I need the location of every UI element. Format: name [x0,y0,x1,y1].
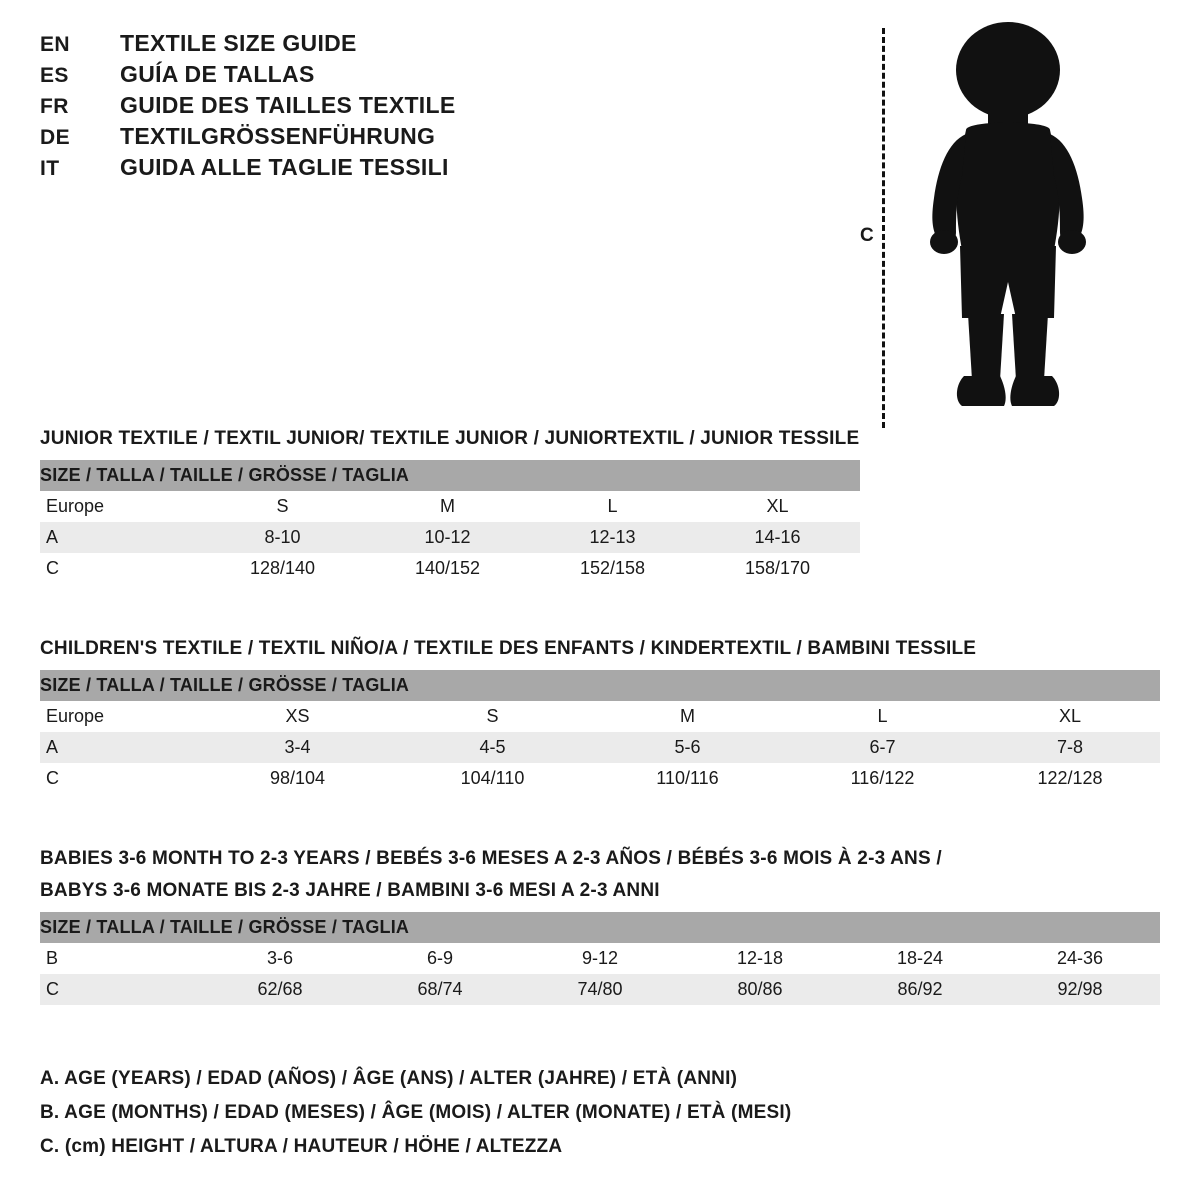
cell: M [365,491,530,522]
cell: M [590,701,785,732]
legend-line-a: A. AGE (YEARS) / EDAD (AÑOS) / ÂGE (ANS) / ALTER (JAHRE) / ETÀ (ANNI) [40,1068,738,1089]
row-label: Europe [40,701,200,732]
table-band-label: SIZE / TALLA / TAILLE / GRÖSSE / TAGLIA [40,912,1160,943]
table-band-row [40,460,860,491]
section-title-line2: BABYS 3-6 MONATE BIS 2-3 JAHRE / BAMBINI 3-6 MESI A 2-3 ANNI [40,880,660,901]
cell: 80/86 [680,974,840,1005]
table-row [40,522,860,553]
cell: 6-7 [785,732,980,763]
language-code: FR [40,95,69,118]
child-silhouette-icon [908,18,1108,428]
section-title: BABIES 3-6 MONTH TO 2-3 YEARS / BEBÉS 3-6 MESES A 2-3 AÑOS / BÉBÉS 3-6 MOIS À 2-3 ANS / [40,848,942,869]
cell: 62/68 [200,974,360,1005]
language-code: EN [40,33,70,56]
row-label: C [40,974,200,1005]
cell: 24-36 [1000,943,1160,974]
cell: S [395,701,590,732]
language-row [40,92,560,119]
cell: 12-13 [530,522,695,553]
height-dashed-line [882,28,885,428]
table-row [40,763,1160,794]
section-babies [40,848,1160,1005]
cell: 158/170 [695,553,860,584]
legend-line-b: B. AGE (MONTHS) / EDAD (MESES) / ÂGE (MOIS) / ALTER (MONATE) / ETÀ (MESI) [40,1102,792,1123]
table-row [40,553,860,584]
babies-size-table [40,912,1160,1005]
language-code: DE [40,126,70,149]
cell: 3-6 [200,943,360,974]
cell: 6-9 [360,943,520,974]
cell: 18-24 [840,943,1000,974]
cell: 128/140 [200,553,365,584]
language-title: GUIDE DES TAILLES TEXTILE [120,92,456,118]
cell: XL [980,701,1160,732]
row-label: C [40,553,200,584]
legend-block [40,1068,1160,1170]
cell: L [530,491,695,522]
cell: 4-5 [395,732,590,763]
row-label: A [40,732,200,763]
cell: 122/128 [980,763,1160,794]
section-title: CHILDREN'S TEXTILE / TEXTIL NIÑO/A / TEXTILE DES ENFANTS / KINDERTEXTIL / BAMBINI TESSILE [40,638,977,659]
cell: 9-12 [520,943,680,974]
cell: 116/122 [785,763,980,794]
height-measure-label: C [860,225,874,246]
language-row [40,30,560,57]
children-size-table [40,670,1160,794]
cell: 92/98 [1000,974,1160,1005]
section-junior [40,428,1160,584]
cell: 110/116 [590,763,785,794]
cell: 10-12 [365,522,530,553]
cell: S [200,491,365,522]
row-label: A [40,522,200,553]
cell: 14-16 [695,522,860,553]
row-label: C [40,763,200,794]
cell: 152/158 [530,553,695,584]
table-row [40,974,1160,1005]
table-band-row [40,670,1160,701]
cell: 12-18 [680,943,840,974]
table-row [40,732,1160,763]
section-title: JUNIOR TEXTILE / TEXTIL JUNIOR/ TEXTILE JUNIOR / JUNIORTEXTIL / JUNIOR TESSILE [40,428,860,449]
language-row [40,154,560,181]
language-row [40,61,560,88]
section-children [40,638,1160,794]
language-code: IT [40,157,60,180]
cell: 8-10 [200,522,365,553]
table-band-row [40,912,1160,943]
junior-size-table [40,460,860,584]
cell: 98/104 [200,763,395,794]
cell: 104/110 [395,763,590,794]
language-title: TEXTILGRÖSSENFÜHRUNG [120,123,436,149]
language-title: GUIDA ALLE TAGLIE TESSILI [120,154,449,180]
row-label: Europe [40,491,200,522]
table-row [40,943,1160,974]
height-figure [860,10,1160,430]
cell: 3-4 [200,732,395,763]
cell: 7-8 [980,732,1160,763]
row-label: B [40,943,200,974]
cell: XL [695,491,860,522]
language-title: TEXTILE SIZE GUIDE [120,30,357,56]
legend-line-c: C. (cm) HEIGHT / ALTURA / HAUTEUR / HÖHE / ALTEZZA [40,1136,563,1157]
cell: L [785,701,980,732]
language-title: GUÍA DE TALLAS [120,61,315,87]
table-row [40,491,860,522]
cell: 74/80 [520,974,680,1005]
language-title-block [40,30,560,185]
table-band-label: SIZE / TALLA / TAILLE / GRÖSSE / TAGLIA [40,460,860,491]
cell: 86/92 [840,974,1000,1005]
language-code: ES [40,64,69,87]
cell: 140/152 [365,553,530,584]
cell: XS [200,701,395,732]
language-row [40,123,560,150]
table-band-label: SIZE / TALLA / TAILLE / GRÖSSE / TAGLIA [40,670,1160,701]
table-row [40,701,1160,732]
cell: 5-6 [590,732,785,763]
cell: 68/74 [360,974,520,1005]
